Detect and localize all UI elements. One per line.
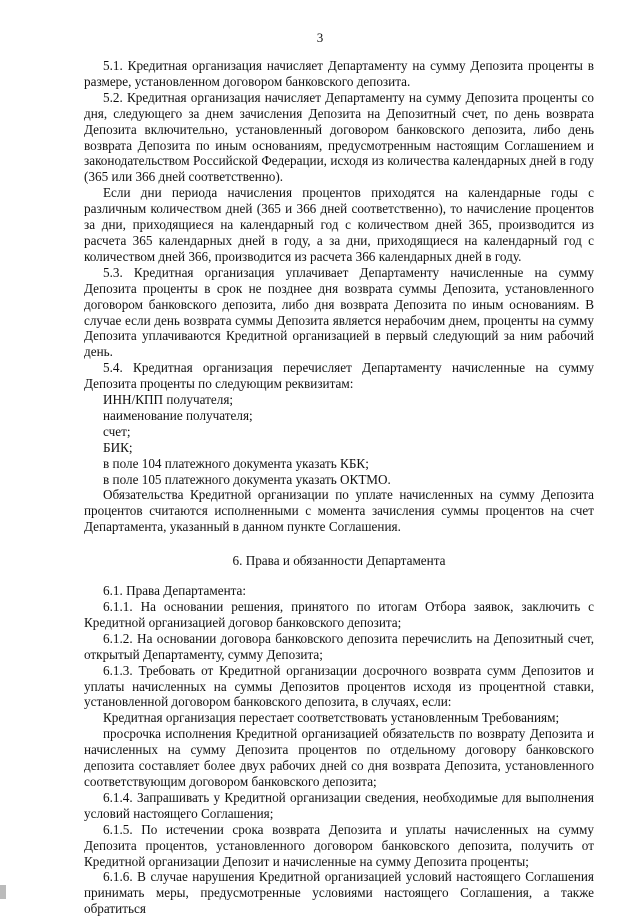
paragraph-6-1-2: 6.1.2. На основании договора банковского депозита перечислить на Депозитный счет, открытый Департаменту, сумму Депозита; [84, 630, 594, 662]
paragraph-5-2: 5.2. Кредитная организация начисляет Департаменту на сумму Депозита проценты со дня, следующего за днем зачисления Депозита на Депозитный счет, по день возврата Депозита включительно, установленный договором банковского депозита, либо день возврата Депозита по иным основаниям, предусмотренным настоящим Соглашением и законодательством Российской Федерации, исходя из количества календарных дней в году (365 или 366 дней соответственно). [84, 89, 594, 185]
paragraph-6-1-3: 6.1.3. Требовать от Кредитной организации досрочного возврата сумм Депозитов и уплаты начисленных на суммы Депозитов процентов исходя из процентной ставки, установленной договором банковского депозита, в случаях, если: [84, 662, 594, 710]
paragraph-6-1: 6.1. Права Департамента: [103, 583, 247, 599]
paragraph-5-4: 5.4. Кредитная организация перечисляет Департаменту начисленные на сумму Депозита проценты по следующим реквизитам: [84, 360, 594, 392]
paragraph-5-2-continued: Если дни периода начисления процентов приходятся на календарные годы с различным количеством дней (365 и 366 дней соответственно), то начисление процентов за дни, приходящиеся на календарный год с количеством дней 365, производится из расчета 365 календарных дней в году, а за дни, приходящиеся на календарный год с количеством дней 366, производится из расчета 366 календарных дней в году. [84, 185, 594, 264]
paragraph-6-1-1: 6.1.1. На основании решения, принятого по итогам Отбора заявок, заключить с Кредитной организацией договор банковского депозита; [84, 599, 594, 630]
requisite-inn-kpp: ИНН/КПП получателя; [103, 392, 234, 408]
paragraph-5-4-obligations: Обязательства Кредитной организации по уплате начисленных на сумму Депозита процентов считаются исполненными с момента зачисления суммы процентов на счет Департамента, указанный в данном пункте Соглашения. [84, 487, 594, 535]
paragraph-5-1: 5.1. Кредитная организация начисляет Департаменту на сумму Депозита проценты в размере, установленном договором банковского депозита. [84, 58, 594, 89]
paragraph-5-3: 5.3. Кредитная организация уплачивает Департаменту начисленные на сумму Депозита проценты в срок не позднее дня возврата суммы Депозита, установленного договором банковского депозита, либо дня возврата Депозита по иным основаниям. В случае если день возврата суммы Депозита является нерабочим днем, проценты на сумму Депозита уплачиваются Кредитной организацией в первый следующий за ним рабочий день. [84, 264, 594, 360]
section-6-title: 6. Права и обязанности Департамента [232, 553, 446, 569]
paragraph-6-1-4: 6.1.4. Запрашивать у Кредитной организации сведения, необходимые для выполнения условий настоящего Соглашения; [84, 789, 594, 821]
requisite-oktmo: в поле 105 платежного документа указать ОКТМО. [103, 471, 391, 487]
requisite-account: счет; [103, 423, 131, 439]
requisite-kbk: в поле 104 платежного документа указать КБК; [103, 455, 369, 471]
paragraph-6-1-3-requirements: Кредитная организация перестает соответствовать установленным Требованиям; [103, 710, 560, 726]
paragraph-6-1-6: 6.1.6. В случае нарушения Кредитной организацией условий настоящего Соглашения принимать меры, предусмотренные условиями настоящего Соглашения, а также обратиться [84, 869, 594, 917]
page-number: 3 [316, 30, 324, 45]
document-body [84, 58, 594, 917]
requisite-bik: БИК; [103, 439, 133, 455]
paragraph-6-1-3-delay: просрочка исполнения Кредитной организацией обязательств по возврату Депозита и начисленных на сумму Депозита процентов по отдельному договору банковского депозита составляет более двух рабочих дней со дня возврата Депозита, установленного соответствующим договором банковского депозита; [84, 726, 594, 789]
requisite-recipient-name: наименование получателя; [103, 407, 253, 423]
paragraph-6-1-5: 6.1.5. По истечении срока возврата Депозита и уплаты начисленных на сумму Депозита процентов, установленного договором банковского депозита, получить от Кредитной организации Депозит и начисленные на сумму Депозита проценты; [84, 821, 594, 869]
scan-edge-mark [0, 885, 6, 899]
